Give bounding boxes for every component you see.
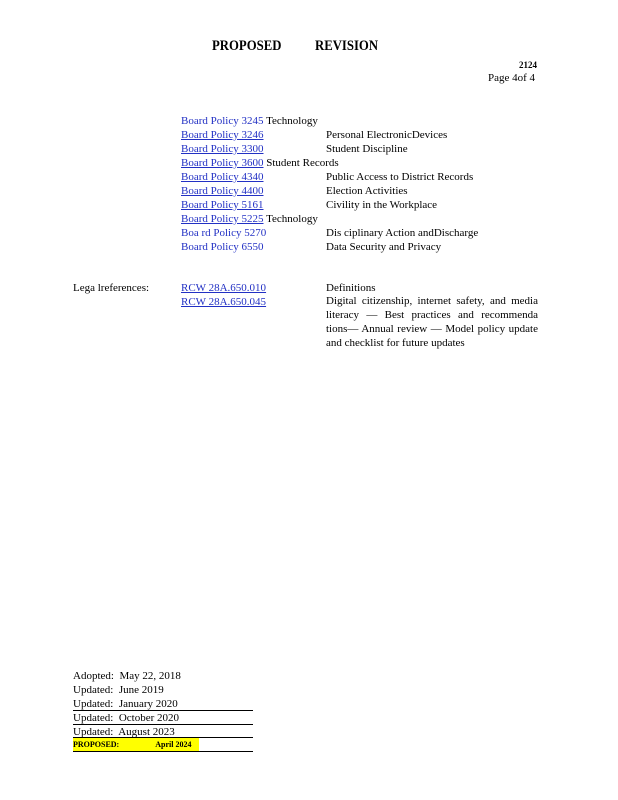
history-label: Adopted: xyxy=(73,670,114,682)
rcw-link[interactable]: RCW 28A.650.010 xyxy=(181,282,267,294)
cross-ref-row xyxy=(181,114,318,128)
proposed-date: April 2024 xyxy=(155,740,192,749)
policy-number: 2124 xyxy=(519,60,537,70)
policy-link: Board Policy 3245 xyxy=(181,115,264,127)
history-date: October 2020 xyxy=(118,712,180,724)
policy-link[interactable]: Board Policy 3246 xyxy=(181,129,264,141)
policy-link: Boa rd Policy 5270 xyxy=(181,227,267,239)
policy-link[interactable]: Board Policy 4340 xyxy=(181,171,264,183)
rcw-desc: Digital citizenship, internet safety, and media literacy — Best practices and recommenda tions— Annual review — Model policy update and checklist for future updates xyxy=(326,295,538,349)
policy-desc: Technology xyxy=(266,213,318,225)
proposed-highlight xyxy=(73,738,199,751)
rcw-desc: Definitions xyxy=(326,282,376,294)
history-label: Updated: xyxy=(73,726,114,738)
policy-desc: Election Activities xyxy=(326,185,408,197)
cross-ref-row xyxy=(181,240,264,254)
history-row xyxy=(73,669,181,683)
policy-desc: Technology xyxy=(266,115,318,127)
cross-ref-row xyxy=(181,184,264,198)
cross-ref-row xyxy=(181,128,264,142)
divider xyxy=(73,751,253,752)
policy-link[interactable]: Board Policy 4400 xyxy=(181,185,264,197)
history-label: Updated: xyxy=(73,698,114,710)
proposed-heading: PROPOSED xyxy=(212,38,282,54)
cross-ref-row xyxy=(181,142,264,156)
policy-link[interactable]: Board Policy 3600 xyxy=(181,157,264,169)
policy-desc: Student Discipline xyxy=(326,143,408,155)
legal-references-label: Lega lreferences: xyxy=(73,282,150,294)
history-label: Updated: xyxy=(73,712,114,724)
cross-ref-row xyxy=(181,198,264,212)
history-row xyxy=(73,711,179,725)
policy-link: Board Policy 6550 xyxy=(181,241,264,253)
cross-ref-row xyxy=(181,226,266,240)
policy-desc: Public Access to District Records xyxy=(326,171,474,183)
rcw-link[interactable]: RCW 28A.650.045 xyxy=(181,296,267,308)
revision-heading: REVISION xyxy=(315,38,379,54)
history-label: Updated: xyxy=(73,684,114,696)
history-date: August 2023 xyxy=(118,726,175,738)
history-date: May 22, 2018 xyxy=(119,670,181,682)
policy-link[interactable]: Board Policy 5161 xyxy=(181,199,264,211)
policy-desc: Data Security and Privacy xyxy=(326,241,442,253)
cross-ref-row xyxy=(181,170,264,184)
cross-ref-row xyxy=(181,212,318,226)
history-date: June 2019 xyxy=(118,684,164,696)
policy-desc: Personal ElectronicDevices xyxy=(326,129,448,141)
history-row xyxy=(73,697,178,711)
history-date: January 2020 xyxy=(118,698,178,710)
policy-desc: Student Records xyxy=(266,157,339,169)
policy-link[interactable]: Board Policy 5225 xyxy=(181,213,264,225)
history-row xyxy=(73,683,164,697)
policy-link[interactable]: Board Policy 3300 xyxy=(181,143,264,155)
cross-ref-row xyxy=(181,156,339,170)
page-number: Page 4of 4 xyxy=(488,72,536,84)
policy-desc: Civility in the Workplace xyxy=(326,199,438,211)
policy-desc: Dis ciplinary Action andDischarge xyxy=(326,227,479,239)
proposed-label: PROPOSED: xyxy=(73,740,120,749)
